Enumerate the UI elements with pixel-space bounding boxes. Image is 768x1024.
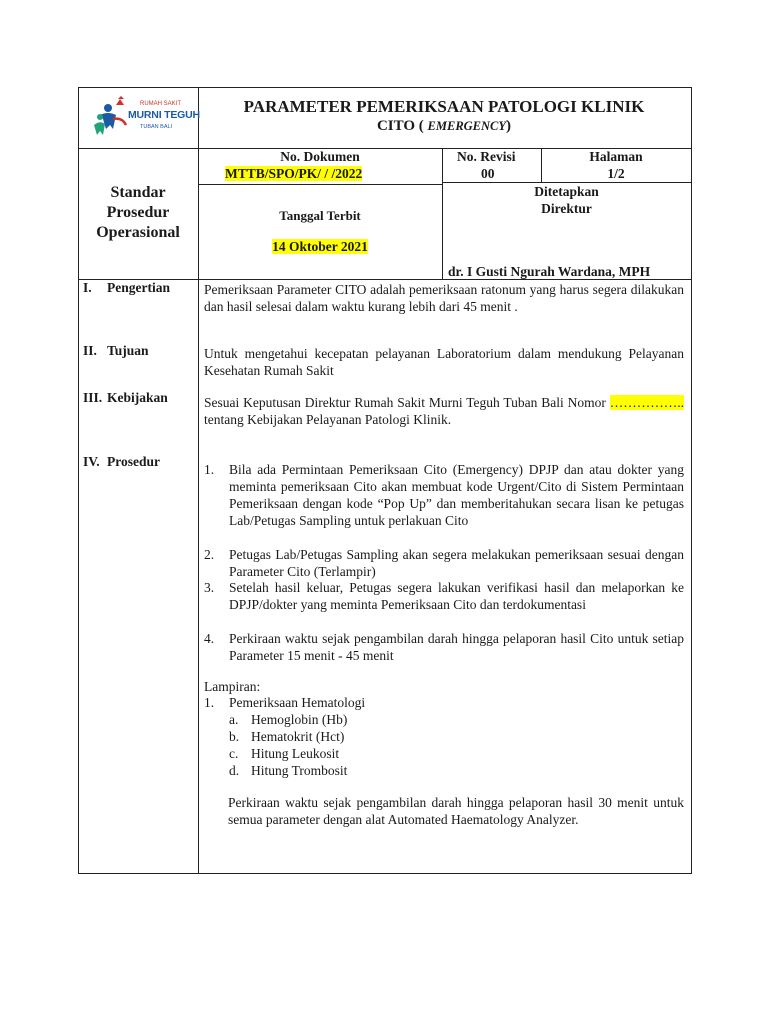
section-number: II. xyxy=(83,343,97,358)
attachment-label: Lampiran: xyxy=(204,679,261,694)
sop-line-1: Standar xyxy=(110,184,166,201)
section-title: Pengertian xyxy=(107,280,170,295)
procedure-number: 1. xyxy=(204,462,215,477)
set-role: Direktur xyxy=(541,201,592,216)
docnumber-divider xyxy=(198,184,442,185)
tujuan-text: Untuk mengetahui kecepatan pelayanan Laboratorium dalam mendukung Pelayanan Kesehatan Rumah Sakit xyxy=(204,346,684,378)
sop-label xyxy=(78,183,198,243)
logo-small-text: RUMAH SAKIT xyxy=(140,101,182,107)
procedure-item xyxy=(204,546,684,580)
table-border-right xyxy=(691,87,692,874)
attachment-item-letter: d. xyxy=(229,763,240,778)
attachment-item-text: Hematokrit (Hct) xyxy=(251,729,345,744)
attachment-item-text: Hemoglobin (Hb) xyxy=(251,712,348,727)
attachment-item-letter: b. xyxy=(229,729,240,744)
kebijakan-text xyxy=(204,394,684,428)
procedure-item xyxy=(204,579,684,613)
section-kebijakan-label xyxy=(83,390,168,406)
pengertian-text: Pemeriksaan Parameter CITO adalah pemeriksaan ratonum yang harus segera dilakukan dan hasil selesai dalam waktu kurang lebih dari 45 menit . xyxy=(204,282,684,314)
attachment-note: Perkiraan waktu sejak pengambilan darah hingga pelaporan hasil 30 menit untuk semua parameter dengan alat Automated Haematology Analyzer. xyxy=(228,795,684,827)
procedure-number: 3. xyxy=(204,580,215,595)
section-title: Tujuan xyxy=(107,343,149,358)
issue-date-text: 14 Oktober 2021 xyxy=(272,239,368,254)
procedure-item xyxy=(204,630,684,664)
kebijakan-text-before: Sesuai Keputusan Direktur Rumah Sakit Murni Teguh Tuban Bali Nomor xyxy=(204,395,610,410)
family-logo-icon xyxy=(92,95,132,141)
attachment-group xyxy=(204,694,365,711)
doc-number-label: No. Dokumen xyxy=(280,149,360,164)
issue-date-label: Tanggal Terbit xyxy=(279,208,361,223)
document-title: PARAMETER PEMERIKSAAN PATOLOGI KLINIK xyxy=(243,97,645,116)
logo-main-text: MURNI TEGUH xyxy=(128,109,200,121)
kebijakan-text-after: tentang Kebijakan Pelayanan Patologi Klinik. xyxy=(204,412,452,427)
attachment-item-text: Hitung Trombosit xyxy=(251,763,348,778)
section-title: Kebijakan xyxy=(107,390,168,405)
section-number: IV. xyxy=(83,454,100,469)
attachment-item-letter: a. xyxy=(229,712,239,727)
label-column-divider xyxy=(198,87,199,874)
page-label: Halaman xyxy=(589,149,643,164)
doc-number-value xyxy=(225,165,362,182)
section-tujuan-label xyxy=(83,343,149,359)
procedure-number: 4. xyxy=(204,631,215,646)
sop-line-3: Operasional xyxy=(96,224,180,241)
attachment-item xyxy=(229,711,347,728)
subtitle-prefix: CITO ( xyxy=(376,118,424,134)
table-border-top xyxy=(78,87,692,88)
section-number: I. xyxy=(83,280,92,295)
attachment-item-letter: c. xyxy=(229,746,239,761)
table-border-bottom xyxy=(78,873,692,874)
revision-value: 00 xyxy=(481,166,495,181)
procedure-item xyxy=(204,461,684,529)
revision-label: No. Revisi xyxy=(457,149,516,164)
logo-divider xyxy=(78,148,198,149)
procedure-text: Petugas Lab/Petugas Sampling akan segera melakukan pemeriksaan sesuai dengan Parameter Cito (Terlampir) xyxy=(229,547,684,579)
issue-date-value xyxy=(198,238,442,255)
logo-sub-text: TUBAN BALI xyxy=(140,124,173,130)
hospital-logo xyxy=(92,93,202,143)
subtitle-suffix: ) xyxy=(506,118,512,134)
procedure-number: 2. xyxy=(204,547,215,562)
procedure-text: Setelah hasil keluar, Petugas segera lakukan verifikasi hasil dan melaporkan ke DPJP/dokter yang meminta Pemeriksaan Cito dan terdokumentasi xyxy=(229,580,684,612)
attachment-item xyxy=(229,762,347,779)
document-subtitle xyxy=(198,118,690,135)
page-value: 1/2 xyxy=(607,166,625,181)
kebijakan-number-placeholder: …………….. xyxy=(609,395,684,410)
attachment-item xyxy=(229,728,344,745)
director-name: dr. I Gusti Ngurah Wardana, MPH xyxy=(448,264,651,279)
attachment-item-text: Hitung Leukosit xyxy=(251,746,340,761)
doc-number-text: MTTB/SPO/PK/ / /2022 xyxy=(225,166,363,181)
section-title: Prosedur xyxy=(107,454,160,469)
sop-line-2: Prosedur xyxy=(106,204,170,221)
attachment-item xyxy=(229,745,339,762)
section-number: III. xyxy=(83,390,103,405)
procedure-text: Bila ada Permintaan Pemeriksaan Cito (Emergency) DPJP dan atau dokter yang meminta pemeriksaan Cito akan membuat kode Urgent/Cito di Sistem Permintaan Pemeriksaan dengan kode “Pop Up” dan memberitahukan secara lisan ke petugas Lab/Petugas Sampling untuk perlakuan Cito xyxy=(229,462,684,528)
attachment-group-number: 1. xyxy=(204,695,215,710)
attachment-group-title: Pemeriksaan Hematologi xyxy=(229,695,366,710)
set-label: Ditetapkan xyxy=(534,184,599,199)
subtitle-emphasis: EMERGENCY xyxy=(427,119,507,133)
section-prosedur-label xyxy=(83,454,160,470)
section-pengertian-label xyxy=(83,280,170,296)
procedure-text: Perkiraan waktu sejak pengambilan darah hingga pelaporan hasil Cito untuk setiap Parameter 15 menit - 45 menit xyxy=(229,631,684,663)
